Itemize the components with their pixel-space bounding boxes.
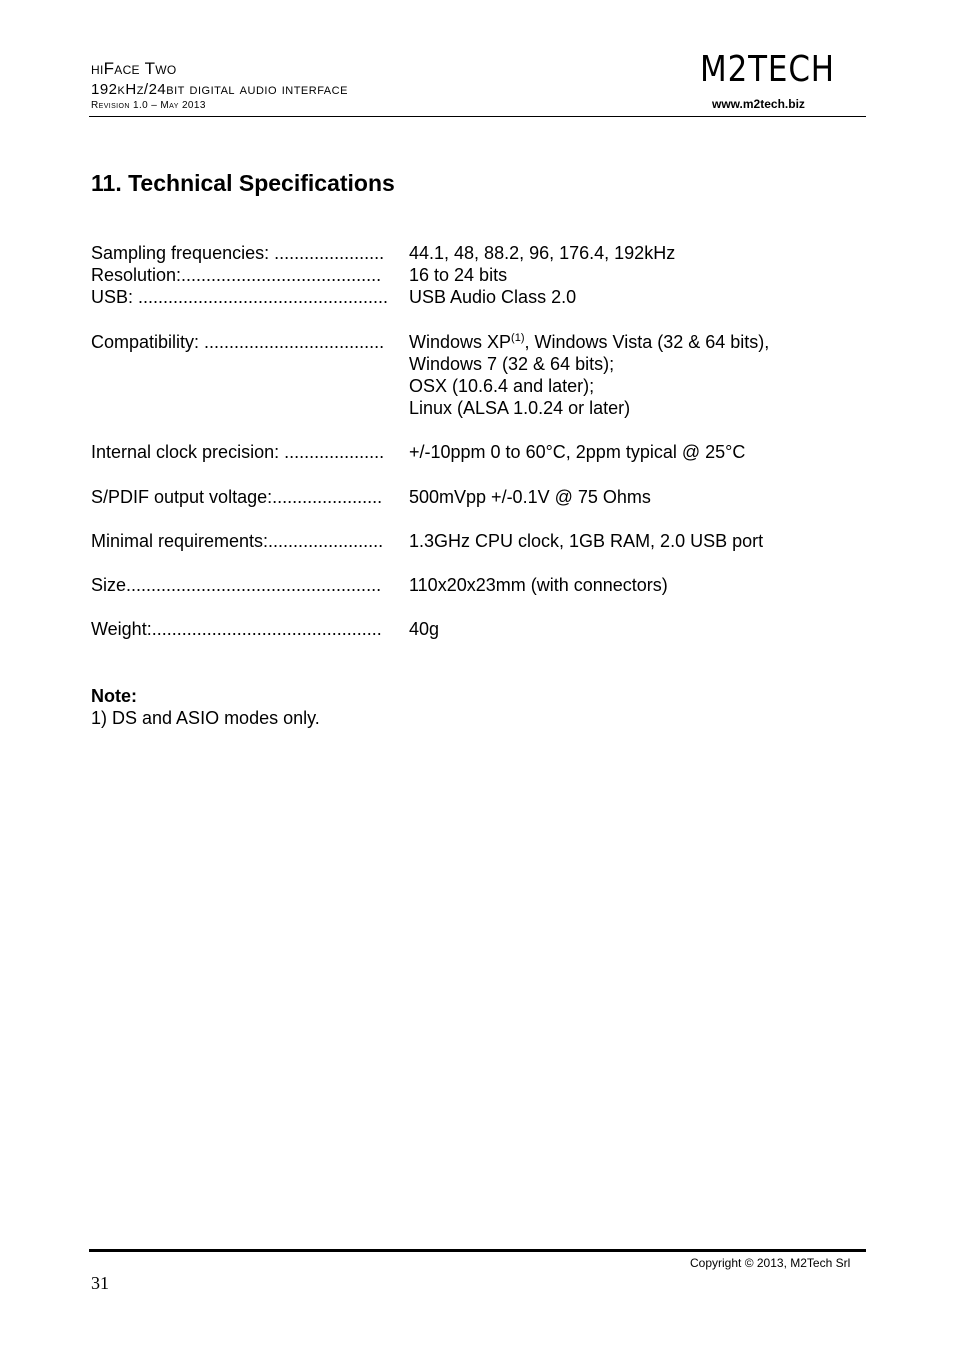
spec-value xyxy=(409,331,769,419)
spec-label: Resolution:........................................ xyxy=(91,265,382,285)
page-number: 31 xyxy=(91,1273,109,1293)
spec-label: S/PDIF output voltage:...................... xyxy=(91,487,383,507)
header-website: www.m2tech.biz xyxy=(712,97,805,111)
spec-value: 1.3GHz CPU clock, 1GB RAM, 2.0 USB port xyxy=(409,531,764,551)
spec-value: 40g xyxy=(409,619,440,639)
compat-line-3: OSX (10.6.4 and later); xyxy=(409,376,595,396)
compat-windows-vista: , Windows Vista (32 & 64 bits), xyxy=(524,332,770,352)
compat-line-1 xyxy=(409,331,769,353)
spec-label: USB: .................................................. xyxy=(91,287,389,307)
note-text: 1) DS and ASIO modes only. xyxy=(91,708,320,728)
spec-value: 16 to 24 bits xyxy=(409,265,508,285)
spec-label: Size................................................... xyxy=(91,575,382,595)
header-revision: Revision 1.0 – May 2013 xyxy=(91,100,206,111)
spec-value: 110x20x23mm (with connectors) xyxy=(409,575,668,595)
footnote-ref: (1) xyxy=(511,332,525,344)
header-subtitle: 192kHz/24bit digital audio interface xyxy=(91,81,348,98)
spec-value: 44.1, 48, 88.2, 96, 176.4, 192kHz xyxy=(409,243,676,263)
spec-label: Sampling frequencies: ...................... xyxy=(91,243,385,263)
spec-label: Internal clock precision: .................... xyxy=(91,442,385,462)
section-title: 11. Technical Specifications xyxy=(91,170,395,196)
footer-copyright: Copyright © 2013, M2Tech Srl xyxy=(690,1256,851,1270)
note-heading: Note: xyxy=(91,686,137,706)
compat-line-2: Windows 7 (32 & 64 bits); xyxy=(409,354,615,374)
spec-value: 500mVpp +/-0.1V @ 75 Ohms xyxy=(409,487,651,507)
spec-label: Minimal requirements:....................... xyxy=(91,531,384,551)
spec-label: Compatibility: .................................... xyxy=(91,332,385,352)
header-divider xyxy=(89,116,866,117)
spec-value: +/-10ppm 0 to 60°C, 2ppm typical @ 25°C xyxy=(409,442,746,462)
footer-divider xyxy=(89,1249,866,1252)
brand-logo: M2TECH xyxy=(700,49,835,90)
spec-value: USB Audio Class 2.0 xyxy=(409,287,577,307)
compat-windows-xp: Windows XP xyxy=(409,332,512,352)
header-product-name: hiFace Two xyxy=(91,59,177,78)
spec-label: Weight:.............................................. xyxy=(91,619,382,639)
compat-line-4: Linux (ALSA 1.0.24 or later) xyxy=(409,398,631,418)
